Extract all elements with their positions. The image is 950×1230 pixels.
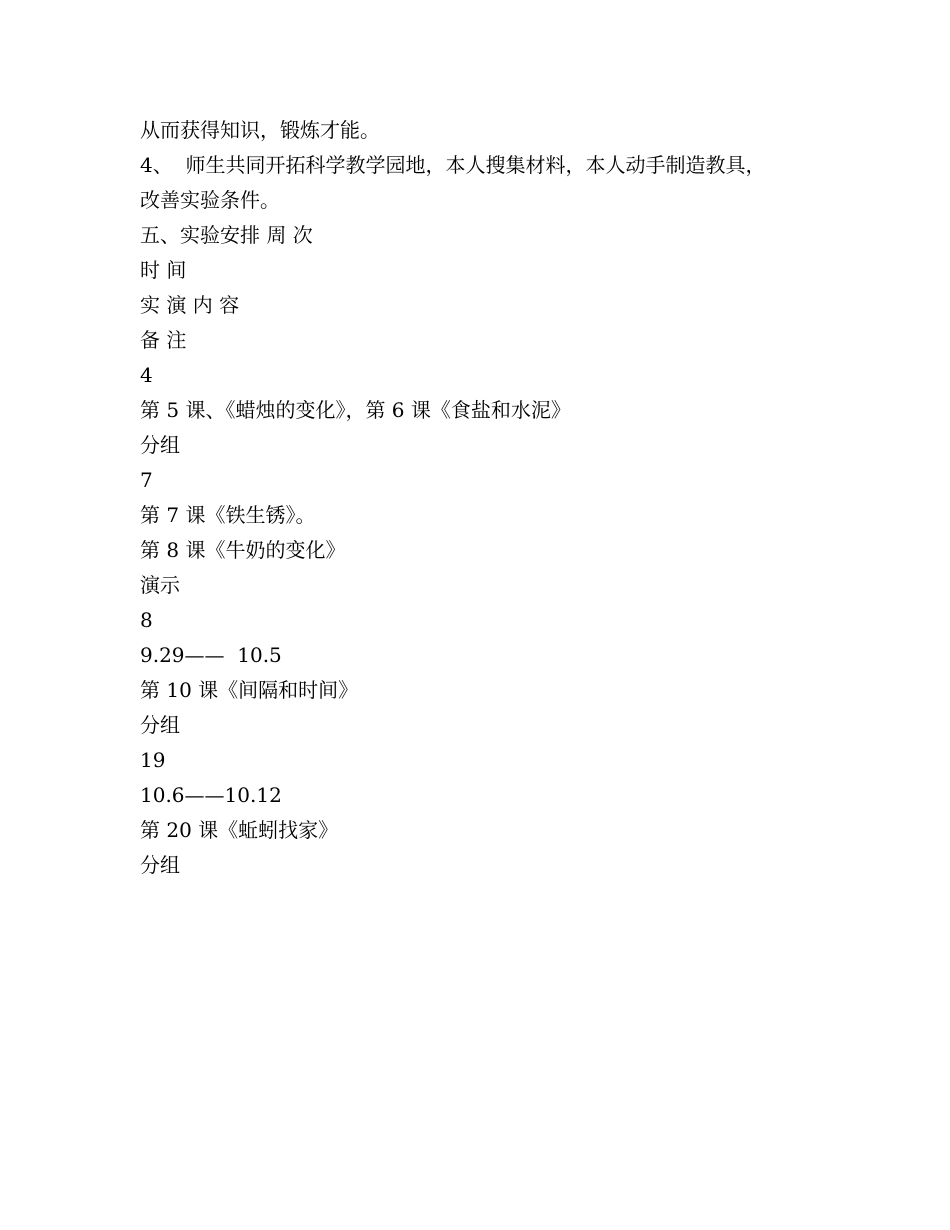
paragraph-line: 改善实验条件。 <box>140 188 280 212</box>
table-cell: 19 <box>140 748 166 772</box>
section-heading: 五、实验安排 周 次 <box>140 223 313 247</box>
table-header-cell: 时 间 <box>140 258 187 282</box>
paragraph-line: 4、 师生共同开拓科学教学园地，本人搜集材料，本人动手制造教具， <box>140 153 766 177</box>
table-cell: 分组 <box>140 713 180 737</box>
table-header-cell: 备 注 <box>140 328 187 352</box>
table-cell: 9.29—— 10.5 <box>140 643 282 667</box>
document-body <box>140 113 840 883</box>
table-cell: 10.6——10.12 <box>140 783 282 807</box>
table-cell: 第 5 课、《蜡烛的变化》，第 6 课《食盐和水泥》 <box>140 398 571 422</box>
table-cell: 4 <box>140 363 153 387</box>
table-cell: 8 <box>140 608 153 632</box>
table-cell: 第 7 课《铁生锈》。 <box>140 503 316 527</box>
paragraph-line: 从而获得知识，锻炼才能。 <box>140 118 380 142</box>
table-header-cell: 实 演 内 容 <box>140 293 240 317</box>
table-cell: 7 <box>140 468 153 492</box>
table-cell: 演示 <box>140 573 180 597</box>
table-cell: 第 8 课《牛奶的变化》 <box>140 538 346 562</box>
table-cell: 分组 <box>140 433 180 457</box>
table-cell: 第 20 课《蚯蚓找家》 <box>140 818 339 842</box>
table-cell: 第 10 课《间隔和时间》 <box>140 678 359 702</box>
table-cell: 分组 <box>140 853 180 877</box>
